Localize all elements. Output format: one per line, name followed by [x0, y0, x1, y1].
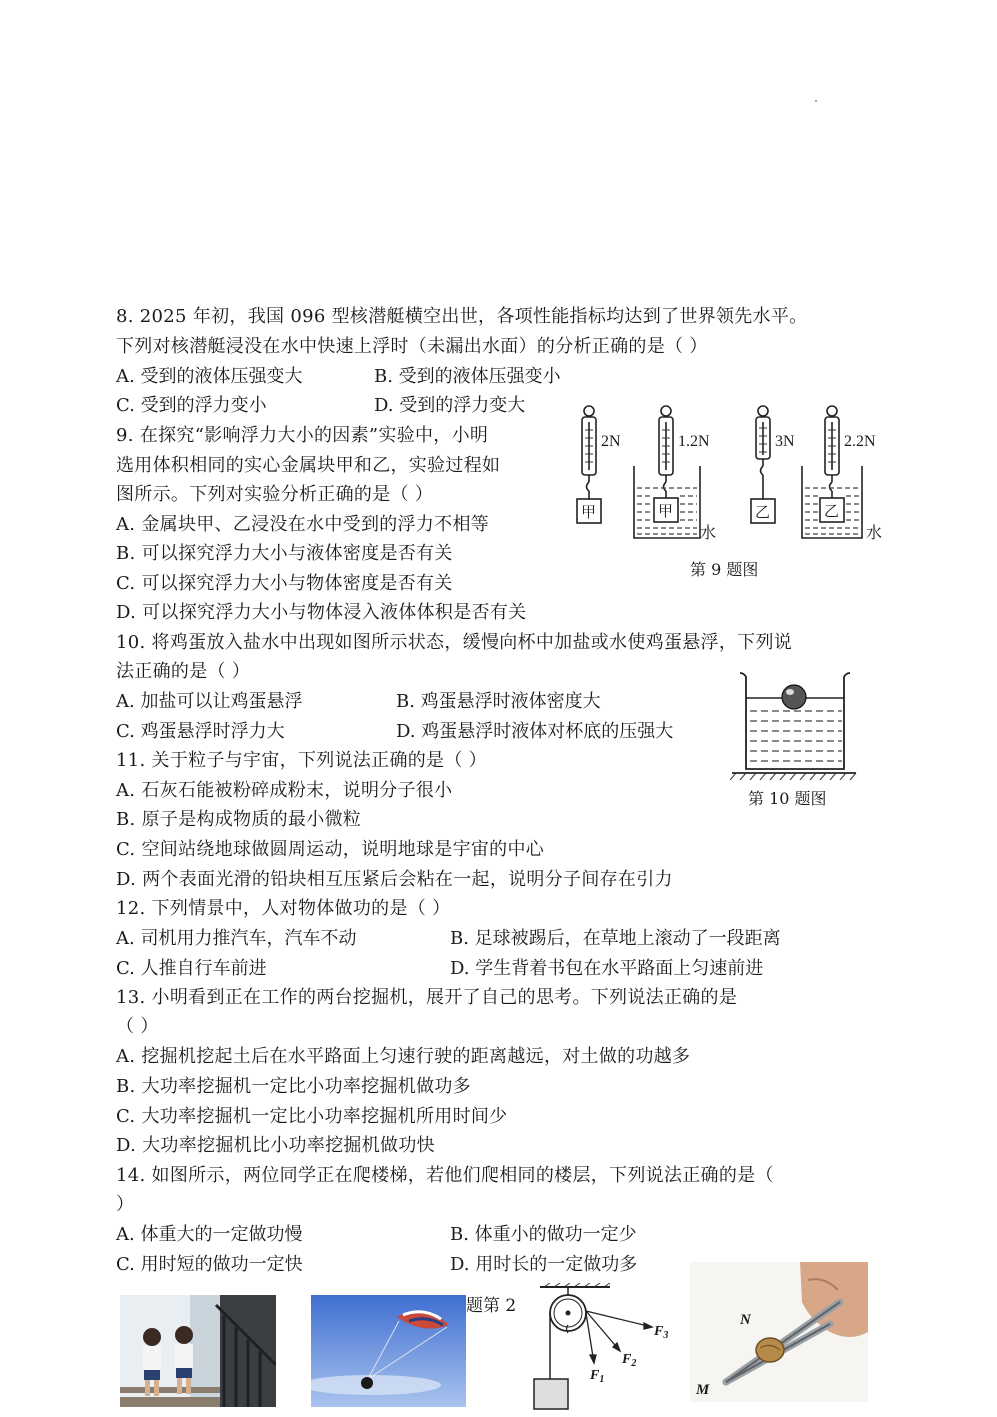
- q12-option-d: D. 学生背着书包在水平路面上匀速前进: [450, 958, 764, 979]
- q14-stem-line1: 14. 如图所示，两位同学正在爬楼梯，若他们爬相同的楼层，下列说法正确的是（: [116, 1165, 774, 1186]
- q10-stem-line2: 法正确的是（ ）: [116, 661, 251, 682]
- q11-option-a: A. 石灰石能被粉碎成粉末，说明分子很小: [116, 780, 453, 801]
- q9-reading-3: 3N: [775, 433, 795, 450]
- nutcracker-label-n: N: [740, 1312, 751, 1328]
- q9-block-yi-2: 乙: [824, 504, 840, 520]
- q10-option-b: B. 鸡蛋悬浮时液体密度大: [396, 691, 601, 712]
- q9-reading-4: 2.2N: [844, 433, 876, 450]
- q12-stem: 12. 下列情景中，人对物体做功的是（ ）: [116, 898, 451, 919]
- egg-icon: [782, 685, 806, 709]
- q9-option-b: B. 可以探究浮力大小与液体密度是否有关: [116, 543, 453, 564]
- q13-option-b: B. 大功率挖掘机一定比小功率挖掘机做功多: [116, 1076, 471, 1097]
- q11-option-c: C. 空间站绕地球做圆周运动，说明地球是宇宙的中心: [116, 839, 545, 860]
- q9-option-d: D. 可以探究浮力大小与物体浸入液体体积是否有关: [116, 602, 527, 623]
- q9-reading-1: 2N: [601, 433, 621, 450]
- pulley-label-f1-sub: 1: [599, 1374, 605, 1385]
- pulley-label-f3-sub: 3: [663, 1330, 669, 1341]
- q10-figure-caption: 第 10 题图: [748, 789, 827, 808]
- svg-text:F1: [589, 1368, 604, 1385]
- q10-beaker-figure: [730, 665, 860, 780]
- q11-stem: 11. 关于粒子与宇宙，下列说法正确的是（ ）: [116, 750, 487, 771]
- bottom-caption-fragment: 题第 2: [466, 1296, 517, 1316]
- q13-option-a: A. 挖掘机挖起土后在水平路面上匀速行驶的距离越远，对土做的功越多: [116, 1046, 691, 1067]
- parachute-photo: [311, 1295, 466, 1407]
- q9-water-label-1: 水: [700, 525, 717, 542]
- q8-option-a: A. 受到的液体压强变大: [116, 366, 303, 387]
- q9-figure: [570, 400, 900, 550]
- q9-water-label-2: 水: [866, 525, 883, 542]
- q14-option-b: B. 体重小的做功一定少: [450, 1224, 637, 1245]
- q14-option-c: C. 用时短的做功一定快: [116, 1254, 303, 1275]
- pulley-label-f1: F: [590, 1368, 600, 1383]
- svg-text:F2: [621, 1352, 636, 1369]
- q14-option-d: D. 用时长的一定做功多: [450, 1254, 638, 1275]
- q10-option-d: D. 鸡蛋悬浮时液体对杯底的压强大: [396, 721, 674, 742]
- q8-stem-line1: 8. 2025 年初，我国 096 型核潜艇横空出世，各项性能指标均达到了世界领先水平。: [116, 306, 808, 327]
- pulley-label-f2-sub: 2: [631, 1358, 637, 1369]
- q9-stem-line2: 选用体积相同的实心金属块甲和乙，实验过程如: [116, 455, 501, 476]
- q8-option-b: B. 受到的液体压强变小: [374, 366, 561, 387]
- nutcracker-label-m: M: [696, 1382, 710, 1398]
- nutcracker-photo: [690, 1262, 868, 1402]
- q13-option-d: D. 大功率挖掘机比小功率挖掘机做功快: [116, 1135, 435, 1156]
- q10-option-a: A. 加盐可以让鸡蛋悬浮: [116, 691, 303, 712]
- q13-stem-line2: （ ）: [116, 1016, 159, 1037]
- q11-option-d: D. 两个表面光滑的铅块相互压紧后会粘在一起，说明分子间存在引力: [116, 869, 673, 890]
- q12-option-a: A. 司机用力推汽车，汽车不动: [116, 928, 357, 949]
- q9-block-jia-2: 甲: [658, 504, 674, 520]
- q9-option-c: C. 可以探究浮力大小与物体密度是否有关: [116, 573, 453, 594]
- q10-option-c: C. 鸡蛋悬浮时浮力大: [116, 721, 285, 742]
- q12-option-b: B. 足球被踢后，在草地上滚动了一段距离: [450, 928, 781, 949]
- q14-stem-line2: ）: [116, 1194, 135, 1215]
- q8-option-c: C. 受到的浮力变小: [116, 395, 267, 416]
- pulley-label-f2: F: [622, 1352, 632, 1367]
- q11-option-b: B. 原子是构成物质的最小微粒: [116, 809, 362, 830]
- pulley-label-f3: F: [654, 1324, 664, 1339]
- pulley-figure: [520, 1283, 680, 1413]
- q9-stem-line3: 图所示。下列对实验分析正确的是（ ）: [116, 484, 434, 505]
- q12-option-c: C. 人推自行车前进: [116, 958, 267, 979]
- q8-stem-line2: 下列对核潜艇浸没在水中快速上浮时（未漏出水面）的分析正确的是（ ）: [116, 336, 708, 357]
- q9-option-a: A. 金属块甲、乙浸没在水中受到的浮力不相等: [116, 514, 490, 535]
- q9-figure-caption: 第 9 题图: [690, 560, 759, 579]
- speck: [815, 100, 817, 102]
- q9-block-yi-1: 乙: [755, 505, 771, 521]
- stairs-photo: [120, 1295, 276, 1407]
- q9-block-jia-1: 甲: [581, 505, 597, 521]
- q13-stem-line1: 13. 小明看到正在工作的两台挖掘机，展开了自己的思考。下列说法正确的是: [116, 987, 738, 1008]
- q14-option-a: A. 体重大的一定做功慢: [116, 1224, 303, 1245]
- q13-option-c: C. 大功率挖掘机一定比小功率挖掘机所用时间少: [116, 1106, 508, 1127]
- svg-text:F3: [653, 1324, 668, 1341]
- q10-stem-line1: 10. 将鸡蛋放入盐水中出现如图所示状态，缓慢向杯中加盐或水使鸡蛋悬浮，下列说: [116, 632, 793, 653]
- q9-stem-line1: 9. 在探究“影响浮力大小的因素”实验中，小明: [116, 425, 489, 446]
- q8-option-d: D. 受到的浮力变大: [374, 395, 526, 416]
- q9-reading-2: 1.2N: [678, 433, 710, 450]
